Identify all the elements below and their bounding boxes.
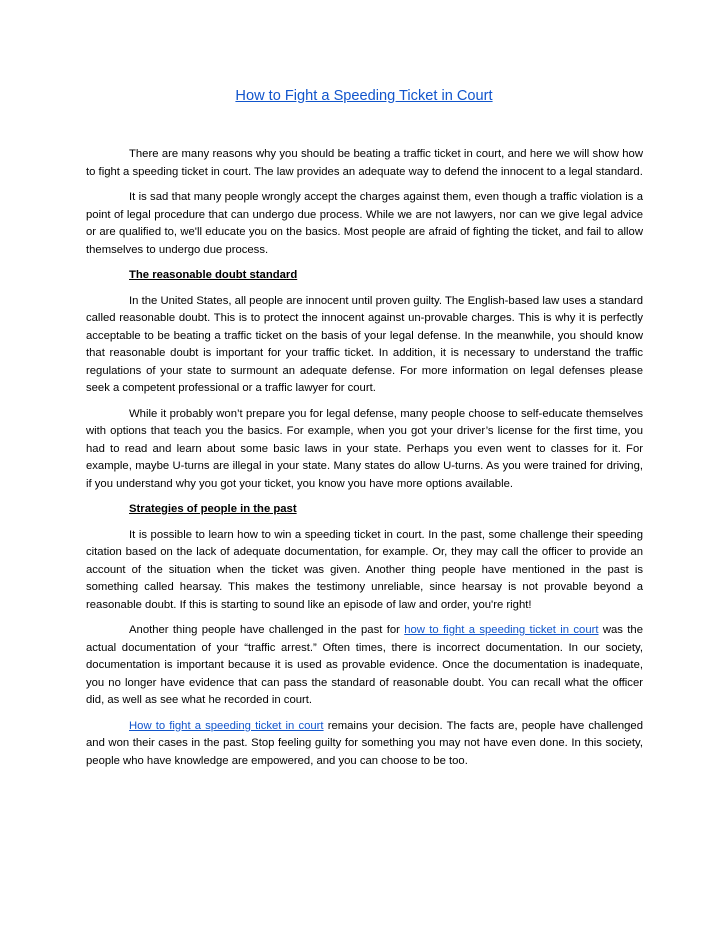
paragraph-3: In the United States, all people are innocent until proven guilty. The English-based law uses a standard called reasonable doubt. This is to protect the innocent against un-provable charges. This is why it is perfectly acceptable to be beating a traffic ticket on the basis of your legal defense. In the meanwhile, you should know that reasonable doubt is important for your traffic ticket. In addition, it is necessary to understand the traffic regulations of your state to surmount an adequate defense. For more information on legal defenses please seek a competent professional or a traffic lawyer for court. (86, 294, 643, 394)
paragraph-7 (86, 718, 643, 771)
inline-link-fight-ticket-2[interactable]: How to fight a speeding ticket in court (129, 719, 324, 732)
paragraph-6-text-end: was the actual documentation of your “traffic arrest.” Often times, there is incorrect documentation. In our society, documentation is important because it is used as provable evidence. Once the documentation is inadequate, you no longer have evidence that can pass the standard of reasonable doubt. You can recall what the officer did, as well as see what he recorded in court. (86, 624, 643, 706)
paragraph-7-text-end: remains your decision. The facts are, people have challenged and won their cases in the past. Stop feeling guilty for something you may not have even done. In this society, people who have knowledge are empowered, and you can choose to be too. (86, 719, 643, 767)
title-link[interactable]: How to Fight a Speeding Ticket in Court (235, 88, 493, 104)
paragraph-5: It is possible to learn how to win a speeding ticket in court. In the past, some challenge their speeding citation based on the lack of adequate documentation, for example. Or, they may call the officer to provide an account of the situation when the ticket was given. Another thing people have mentioned in the past is something called hearsay. This makes the testimony unreliable, since hearsay is not provable beyond a reasonable doubt. If this is starting to sound like an episode of law and order, you're right! (86, 528, 643, 611)
paragraph-2: It is sad that many people wrongly accept the charges against them, even though a traffic violation is a point of legal procedure that can undergo due process. While we are not lawyers, nor can we give legal advice or are qualified to, we'll educate you on the basics. Most people are afraid of fighting the ticket, and fail to allow themselves to undergo due process. (86, 191, 643, 256)
paragraph-4: While it probably won’t prepare you for legal defense, many people choose to self-educate themselves with options that teach you the basics. For example, when you got your driver’s license for the first time, you had to read and learn about some basic laws in your state. Perhaps you even went to classes for it. For example, maybe U-turns are illegal in your state. Many states do allow U-turns. As you were trained for driving, if you understand why you got your ticket, you know you have more options available. (86, 407, 643, 490)
paragraph-1: There are many reasons why you should be beating a traffic ticket in court, and here we will show how to fight a speeding ticket in court. The law provides an adequate way to defend the innocent to a legal standard. (86, 148, 643, 178)
heading-reasonable-doubt: The reasonable doubt standard (129, 269, 298, 281)
paragraph-6 (86, 622, 643, 710)
inline-link-fight-ticket[interactable]: how to fight a speeding ticket in court (404, 624, 599, 636)
document-body (86, 146, 643, 778)
heading-strategies: Strategies of people in the past (129, 503, 297, 515)
paragraph-6-text-start: Another thing people have challenged in the past for (129, 624, 405, 636)
document-title (0, 87, 728, 105)
